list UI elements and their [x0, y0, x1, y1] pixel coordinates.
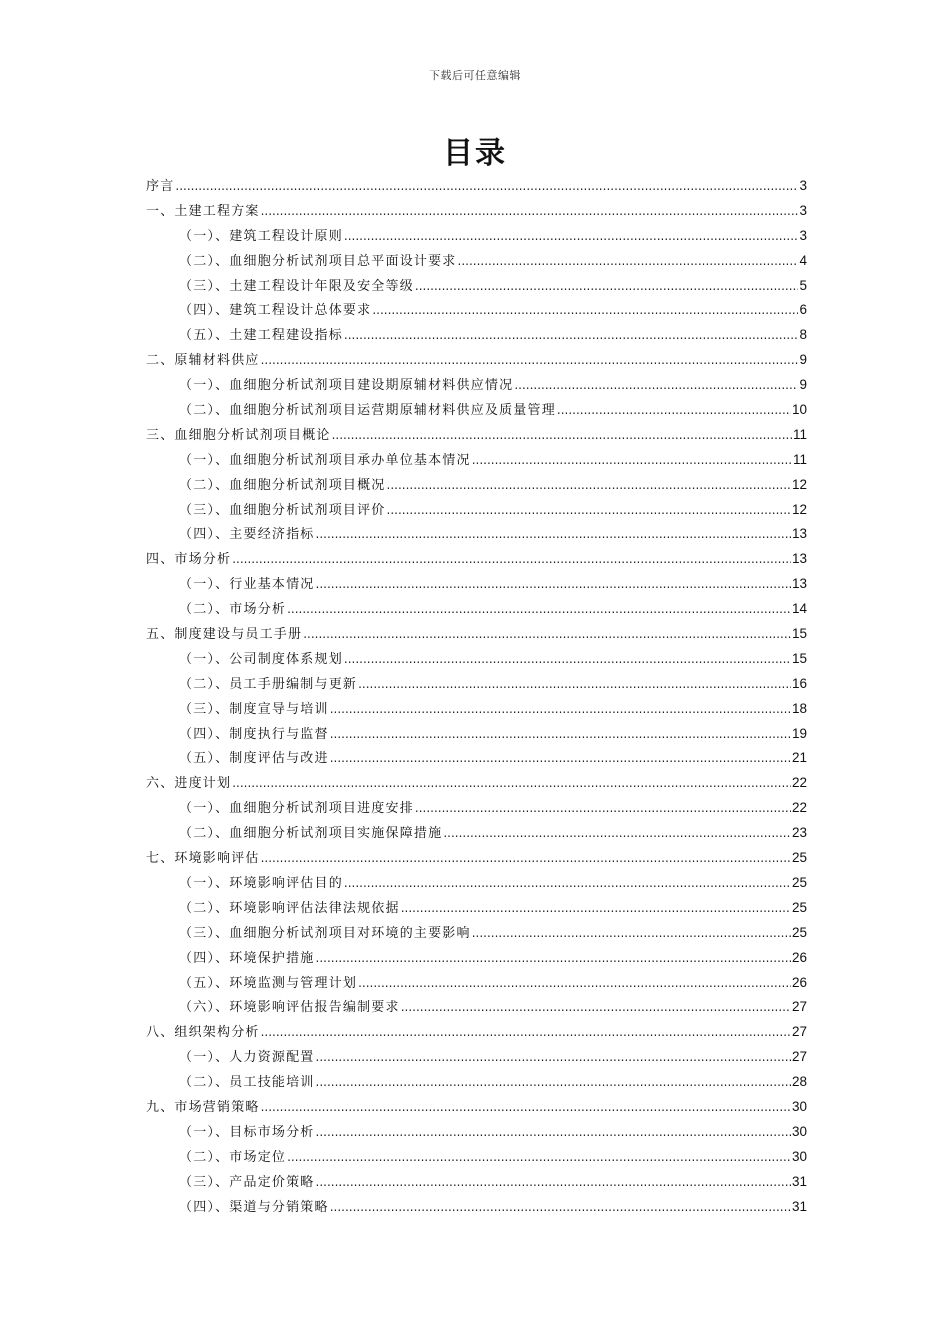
toc-entry[interactable]	[146, 597, 807, 622]
toc-entry-page-number: 5	[799, 277, 807, 293]
dot-leader	[344, 871, 791, 896]
toc-entry[interactable]	[146, 1020, 807, 1045]
toc-entry-label: （二）、血细胞分析试剂项目运营期原辅材料供应及质量管理	[179, 403, 556, 419]
toc-entry[interactable]	[146, 697, 807, 722]
toc-entry[interactable]	[146, 199, 807, 224]
dot-leader	[316, 1120, 791, 1145]
toc-entry-page-number: 14	[791, 601, 807, 617]
toc-entry[interactable]	[146, 921, 807, 946]
toc-entry-page-number: 26	[791, 949, 807, 965]
toc-entry-page-number: 11	[792, 451, 807, 467]
toc-entry-page-number: 31	[791, 1198, 807, 1214]
dot-leader	[232, 771, 791, 796]
toc-entry[interactable]	[146, 274, 807, 299]
toc-entry-label: （二）、环境影响评估法律法规依据	[179, 900, 400, 916]
toc-entry[interactable]	[146, 224, 807, 249]
dot-leader	[287, 597, 791, 622]
dot-leader	[316, 946, 791, 971]
toc-entry[interactable]	[146, 821, 807, 846]
toc-entry-label: （二）、血细胞分析试剂项目概况	[179, 477, 386, 493]
toc-entry-page-number: 12	[791, 501, 807, 517]
toc-entry-label: （四）、制度执行与监督	[179, 726, 329, 742]
toc-entry[interactable]	[146, 672, 807, 697]
toc-entry[interactable]	[146, 348, 807, 373]
toc-entry[interactable]	[146, 946, 807, 971]
toc-entry-page-number: 25	[791, 924, 807, 940]
toc-entry-label: （三）、产品定价策略	[179, 1174, 315, 1190]
toc-entry[interactable]	[146, 995, 807, 1020]
dot-leader	[458, 249, 799, 274]
toc-entry[interactable]	[146, 498, 807, 523]
toc-entry-label: （五）、土建工程建设指标	[179, 328, 343, 344]
table-of-contents	[146, 174, 807, 1219]
dot-leader	[344, 224, 799, 249]
toc-entry-page-number: 21	[791, 750, 807, 766]
toc-entry-page-number: 30	[791, 1098, 807, 1114]
toc-entry[interactable]	[146, 249, 807, 274]
toc-entry[interactable]	[146, 1045, 807, 1070]
toc-entry-label: 七、环境影响评估	[146, 851, 260, 867]
toc-entry-page-number: 27	[791, 1024, 807, 1040]
dot-leader	[261, 846, 791, 871]
toc-entry-label: （五）、环境监测与管理计划	[179, 975, 358, 991]
toc-entry-label: （三）、土建工程设计年限及安全等级	[179, 278, 414, 294]
toc-entry-label: （四）、渠道与分销策略	[179, 1199, 329, 1215]
toc-entry[interactable]	[146, 398, 807, 423]
dot-leader	[472, 448, 792, 473]
toc-entry-label: （四）、建筑工程设计总体要求	[179, 303, 372, 319]
toc-entry[interactable]	[146, 174, 807, 199]
dot-leader	[472, 921, 791, 946]
toc-entry-page-number: 15	[791, 650, 807, 666]
toc-entry-label: （四）、环境保护措施	[179, 950, 315, 966]
toc-entry-label: （一）、人力资源配置	[179, 1050, 315, 1066]
toc-entry[interactable]	[146, 771, 807, 796]
toc-entry[interactable]	[146, 522, 807, 547]
toc-entry-label: 九、市场营销策略	[146, 1099, 260, 1115]
toc-entry[interactable]	[146, 323, 807, 348]
toc-entry[interactable]	[146, 448, 807, 473]
toc-entry[interactable]	[146, 1145, 807, 1170]
toc-entry-label: （一）、血细胞分析试剂项目建设期原辅材料供应情况	[179, 378, 514, 394]
toc-entry[interactable]	[146, 1120, 807, 1145]
toc-entry-label: 六、进度计划	[146, 776, 232, 792]
dot-leader	[316, 572, 791, 597]
toc-entry[interactable]	[146, 1170, 807, 1195]
toc-entry[interactable]	[146, 1095, 807, 1120]
dot-leader	[557, 398, 791, 423]
toc-entry-label: （六）、环境影响评估报告编制要求	[179, 1000, 400, 1016]
toc-entry-label: （五）、制度评估与改进	[179, 751, 329, 767]
dot-leader	[330, 1195, 791, 1220]
toc-entry[interactable]	[146, 1195, 807, 1220]
toc-entry-label: （一）、建筑工程设计原则	[179, 228, 343, 244]
toc-entry-page-number: 25	[791, 874, 807, 890]
toc-entry-label: （二）、市场分析	[179, 602, 287, 618]
toc-entry-page-number: 4	[799, 252, 807, 268]
toc-entry-label: （一）、环境影响评估目的	[179, 875, 343, 891]
toc-entry-page-number: 15	[791, 626, 807, 642]
dot-leader	[387, 473, 791, 498]
dot-leader	[303, 622, 791, 647]
toc-entry-page-number: 16	[791, 675, 807, 691]
toc-entry-label: 序言	[146, 179, 175, 194]
toc-entry-page-number: 6	[799, 302, 807, 318]
toc-entry-label: 八、组织架构分析	[146, 1025, 260, 1041]
toc-entry-page-number: 31	[791, 1173, 807, 1189]
dot-leader	[514, 373, 798, 398]
toc-entry-page-number: 3	[799, 227, 807, 243]
toc-entry[interactable]	[146, 572, 807, 597]
toc-entry-label: （一）、公司制度体系规划	[179, 651, 343, 667]
dot-leader	[175, 174, 798, 199]
toc-entry-label: （二）、员工手册编制与更新	[179, 676, 358, 692]
toc-entry-page-number: 8	[799, 327, 807, 343]
dot-leader	[316, 1070, 791, 1095]
toc-entry[interactable]	[146, 796, 807, 821]
toc-entry[interactable]	[146, 622, 807, 647]
toc-entry[interactable]	[146, 871, 807, 896]
toc-entry-page-number: 3	[799, 202, 807, 218]
toc-entry-label: （三）、血细胞分析试剂项目评价	[179, 502, 386, 518]
toc-entry-page-number: 28	[791, 1074, 807, 1090]
toc-entry-page-number: 13	[791, 526, 807, 542]
toc-entry-page-number: 3	[799, 178, 807, 193]
toc-entry-page-number: 27	[791, 999, 807, 1015]
toc-entry-page-number: 26	[791, 974, 807, 990]
dot-leader	[316, 1170, 791, 1195]
dot-leader	[358, 672, 791, 697]
toc-entry[interactable]	[146, 746, 807, 771]
toc-entry-page-number: 11	[792, 426, 807, 442]
toc-entry-label: （二）、市场定位	[179, 1149, 287, 1165]
toc-entry[interactable]	[146, 298, 807, 323]
toc-entry[interactable]	[146, 896, 807, 921]
toc-entry-page-number: 18	[791, 700, 807, 716]
dot-leader	[330, 697, 791, 722]
toc-entry-page-number: 25	[791, 899, 807, 915]
toc-entry-label: （二）、血细胞分析试剂项目实施保障措施	[179, 826, 443, 842]
dot-leader	[332, 423, 792, 448]
toc-entry-label: （二）、员工技能培训	[179, 1075, 315, 1091]
dot-leader	[316, 522, 791, 547]
dot-leader	[261, 1020, 791, 1045]
toc-entry-page-number: 22	[791, 800, 807, 816]
toc-entry-label: （一）、行业基本情况	[179, 577, 315, 593]
toc-entry-page-number: 27	[791, 1049, 807, 1065]
toc-entry-page-number: 30	[791, 1123, 807, 1139]
toc-entry-page-number: 10	[791, 402, 807, 418]
toc-title: 目录	[443, 136, 507, 171]
dot-leader	[261, 199, 799, 224]
dot-leader	[443, 821, 791, 846]
toc-entry-label: （三）、血细胞分析试剂项目对环境的主要影响	[179, 925, 471, 941]
toc-entry-page-number: 9	[799, 352, 807, 368]
dot-leader	[330, 746, 791, 771]
toc-entry-page-number: 13	[791, 551, 807, 567]
toc-entry-page-number: 12	[791, 476, 807, 492]
dot-leader	[261, 348, 799, 373]
toc-entry-label: 一、土建工程方案	[146, 203, 260, 219]
toc-entry-label: 二、原辅材料供应	[146, 353, 260, 369]
toc-entry[interactable]	[146, 547, 807, 572]
dot-leader	[261, 1095, 791, 1120]
toc-entry-label: （三）、制度宣导与培训	[179, 701, 329, 717]
dot-leader	[401, 995, 791, 1020]
dot-leader	[372, 298, 798, 323]
page-header: 下载后可任意编辑	[429, 69, 521, 82]
toc-entry-label: 四、市场分析	[146, 552, 232, 568]
toc-entry-page-number: 19	[791, 725, 807, 741]
toc-entry[interactable]	[146, 722, 807, 747]
toc-entry-label: 三、血细胞分析试剂项目概论	[146, 427, 331, 443]
toc-entry[interactable]	[146, 971, 807, 996]
dot-leader	[358, 971, 791, 996]
toc-entry-page-number: 22	[791, 775, 807, 791]
toc-entry-label: （四）、主要经济指标	[179, 527, 315, 543]
dot-leader	[330, 722, 791, 747]
toc-entry[interactable]	[146, 473, 807, 498]
dot-leader	[344, 647, 791, 672]
toc-entry[interactable]	[146, 647, 807, 672]
toc-entry[interactable]	[146, 373, 807, 398]
toc-entry-label: 五、制度建设与员工手册	[146, 627, 303, 643]
toc-entry[interactable]	[146, 423, 807, 448]
toc-entry[interactable]	[146, 1070, 807, 1095]
dot-leader	[344, 323, 799, 348]
dot-leader	[232, 547, 791, 572]
dot-leader	[401, 896, 791, 921]
dot-leader	[387, 498, 791, 523]
toc-entry-page-number: 25	[791, 850, 807, 866]
toc-entry-page-number: 9	[799, 377, 807, 393]
dot-leader	[287, 1145, 791, 1170]
toc-entry-label: （二）、血细胞分析试剂项目总平面设计要求	[179, 253, 457, 269]
toc-entry[interactable]	[146, 846, 807, 871]
dot-leader	[316, 1045, 791, 1070]
toc-entry-label: （一）、血细胞分析试剂项目进度安排	[179, 801, 414, 817]
toc-entry-page-number: 23	[791, 825, 807, 841]
toc-entry-label: （一）、血细胞分析试剂项目承办单位基本情况	[179, 452, 471, 468]
toc-entry-page-number: 30	[791, 1148, 807, 1164]
dot-leader	[415, 796, 791, 821]
dot-leader	[415, 274, 799, 299]
toc-entry-page-number: 13	[791, 576, 807, 592]
toc-entry-label: （一）、目标市场分析	[179, 1124, 315, 1140]
